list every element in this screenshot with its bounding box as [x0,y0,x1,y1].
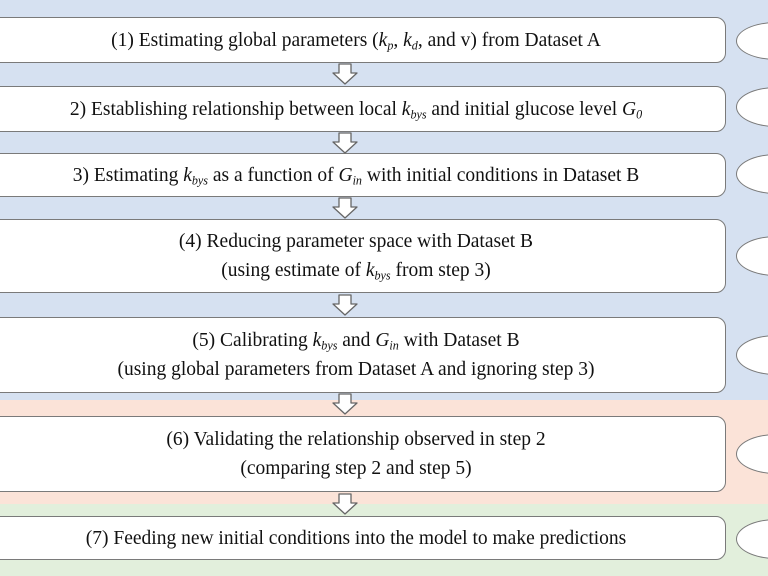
step-4-line-2: (using estimate of $k_{bys}$ from step 3) [221,260,491,283]
step-5-box [0,317,726,393]
step-5-line-1: (5) Calibrating $k_{bys}$ and $G_{in}$ with Dataset B [192,330,520,353]
step-7-text: (7) Feeding new initial conditions into the model to make predictions [85,527,627,549]
down-arrow-icon [332,294,358,316]
step-3-box [0,153,726,197]
step-1-box [0,17,726,63]
step-2-text: 2) Establishing relationship between local $k_{bys}$ and initial glucose level $G_0$ [69,98,643,121]
step-6-line-2: (comparing step 2 and step 5) [240,458,472,479]
step-6-line-1: (6) Validating the relationship observed in step 2 [166,429,546,450]
down-arrow-icon [332,63,358,85]
down-arrow-icon [332,132,358,154]
step-2-box [0,86,726,132]
down-arrow-icon [332,393,358,415]
step-5-line-2: (using global parameters from Dataset A and ignoring step 3) [117,359,595,380]
step-1-text: (1) Estimating global parameters ($k_p$, $k_d$, and v) from Dataset A [111,29,601,52]
step-3-text: 3) Estimating $k_{bys}$ as a function of $G_{in}$ with initial conditions in Dataset B [72,164,640,187]
down-arrow-icon [332,197,358,219]
step-6-box [0,416,726,492]
down-arrow-icon [332,493,358,515]
step-7-box [0,516,726,560]
step-4-line-1: (4) Reducing parameter space with Dataset B [178,231,534,252]
step-4-box [0,219,726,293]
